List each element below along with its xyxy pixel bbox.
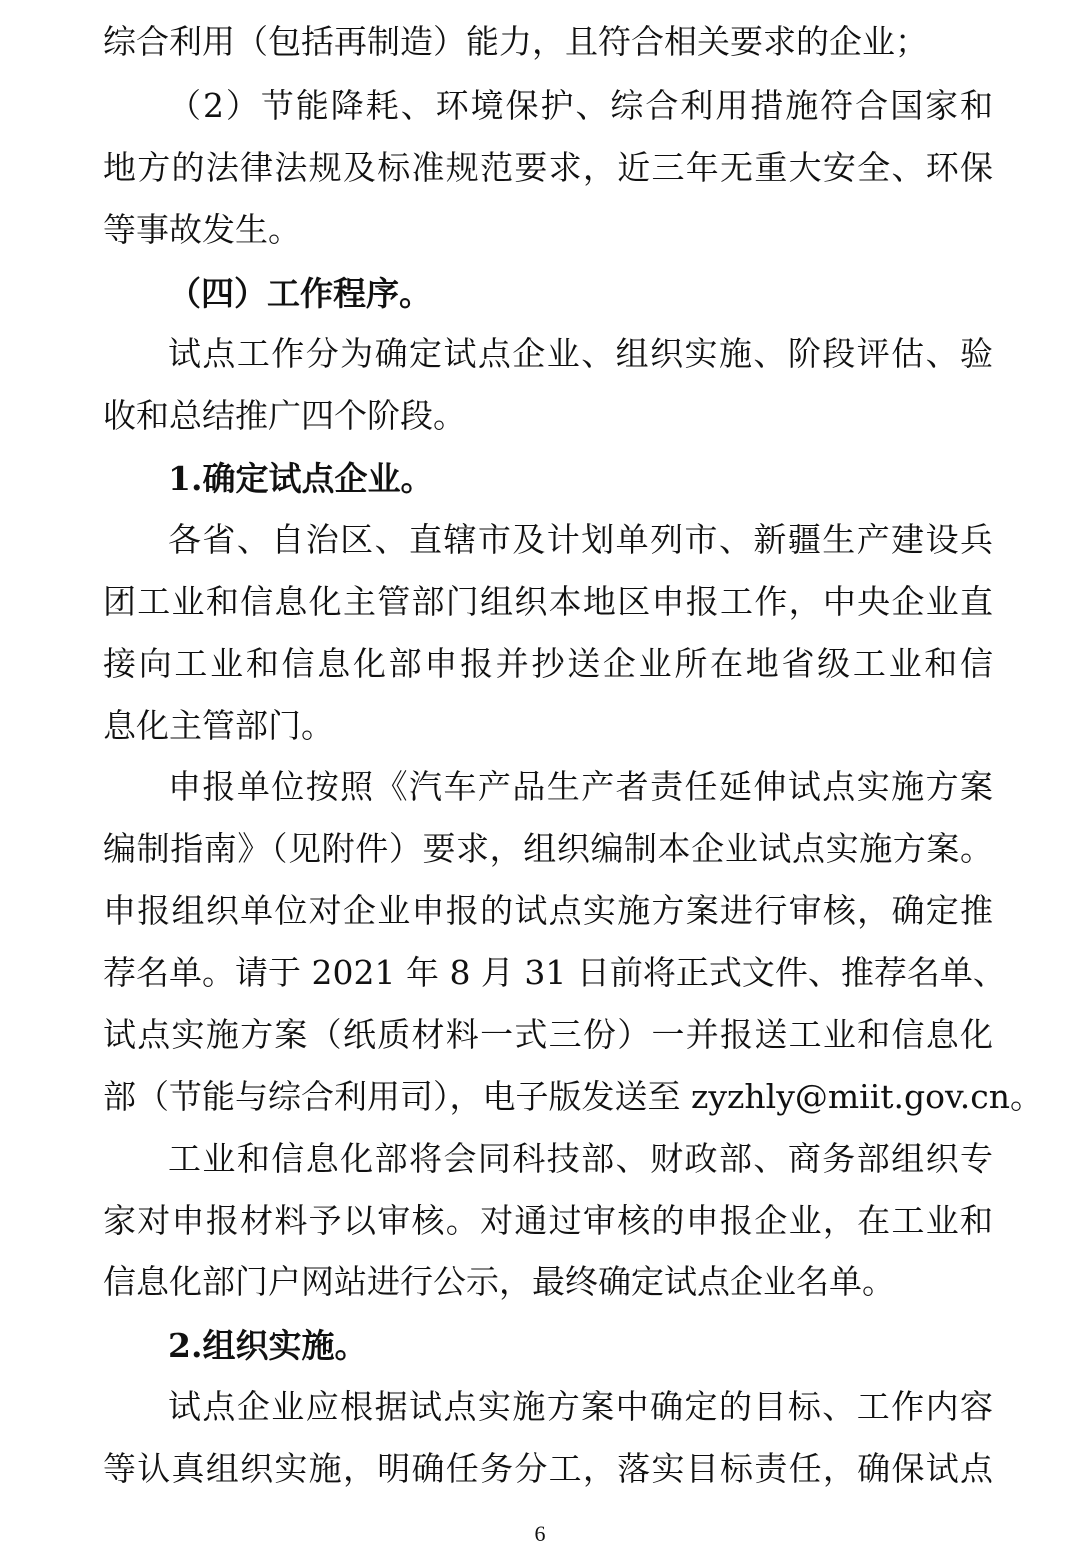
text-line: 申报单位按照《汽车产品生产者责任延伸试点实施方案 xyxy=(168,767,993,806)
text-line: 地方的法律法规及标准规范要求，近三年无重大安全、环保 xyxy=(103,148,993,187)
text-line: 团工业和信息化主管部门组织本地区申报工作，中央企业直 xyxy=(103,582,993,621)
section-heading: （四）工作程序。 xyxy=(168,274,432,313)
text-line: 综合利用（包括再制造）能力，且符合相关要求的企业； xyxy=(103,22,928,61)
text-line: 部（节能与综合利用司），电子版发送至 zyzhly@miit.gov.cn。 xyxy=(103,1077,1043,1116)
text-line: 信息化部门户网站进行公示，最终确定试点企业名单。 xyxy=(103,1262,895,1301)
text-line: 接向工业和信息化部申报并抄送企业所在地省级工业和信 xyxy=(103,644,993,683)
text-line: 试点企业应根据试点实施方案中确定的目标、工作内容 xyxy=(168,1387,993,1426)
text-line: 等事故发生。 xyxy=(103,210,301,249)
text-line: 等认真组织实施，明确任务分工，落实目标责任，确保试点 xyxy=(103,1449,993,1488)
text-line: 收和总结推广四个阶段。 xyxy=(103,396,466,435)
text-line: 家对申报材料予以审核。对通过审核的申报企业，在工业和 xyxy=(103,1201,993,1240)
subsection-heading: 1.确定试点企业。 xyxy=(168,459,434,498)
text-line: 各省、自治区、直辖市及计划单列市、新疆生产建设兵 xyxy=(168,520,993,559)
text-line: 息化主管部门。 xyxy=(103,706,334,745)
page-number: 6 xyxy=(534,1521,546,1546)
text-line: 申报组织单位对企业申报的试点实施方案进行审核，确定推 xyxy=(103,891,993,930)
text-line: （2）节能降耗、环境保护、综合利用措施符合国家和 xyxy=(168,86,993,125)
text-line: 荐名单。请于 2021 年 8 月 31 日前将正式文件、推荐名单、 xyxy=(103,953,1006,992)
text-line: 工业和信息化部将会同科技部、财政部、商务部组织专 xyxy=(168,1139,993,1178)
text-line: 试点实施方案（纸质材料一式三份）一并报送工业和信息化 xyxy=(103,1015,993,1054)
subsection-heading: 2.组织实施。 xyxy=(168,1326,368,1365)
text-line: 编制指南》（见附件）要求，组织编制本企业试点实施方案。 xyxy=(103,829,993,868)
text-line: 试点工作分为确定试点企业、组织实施、阶段评估、验 xyxy=(168,334,993,373)
